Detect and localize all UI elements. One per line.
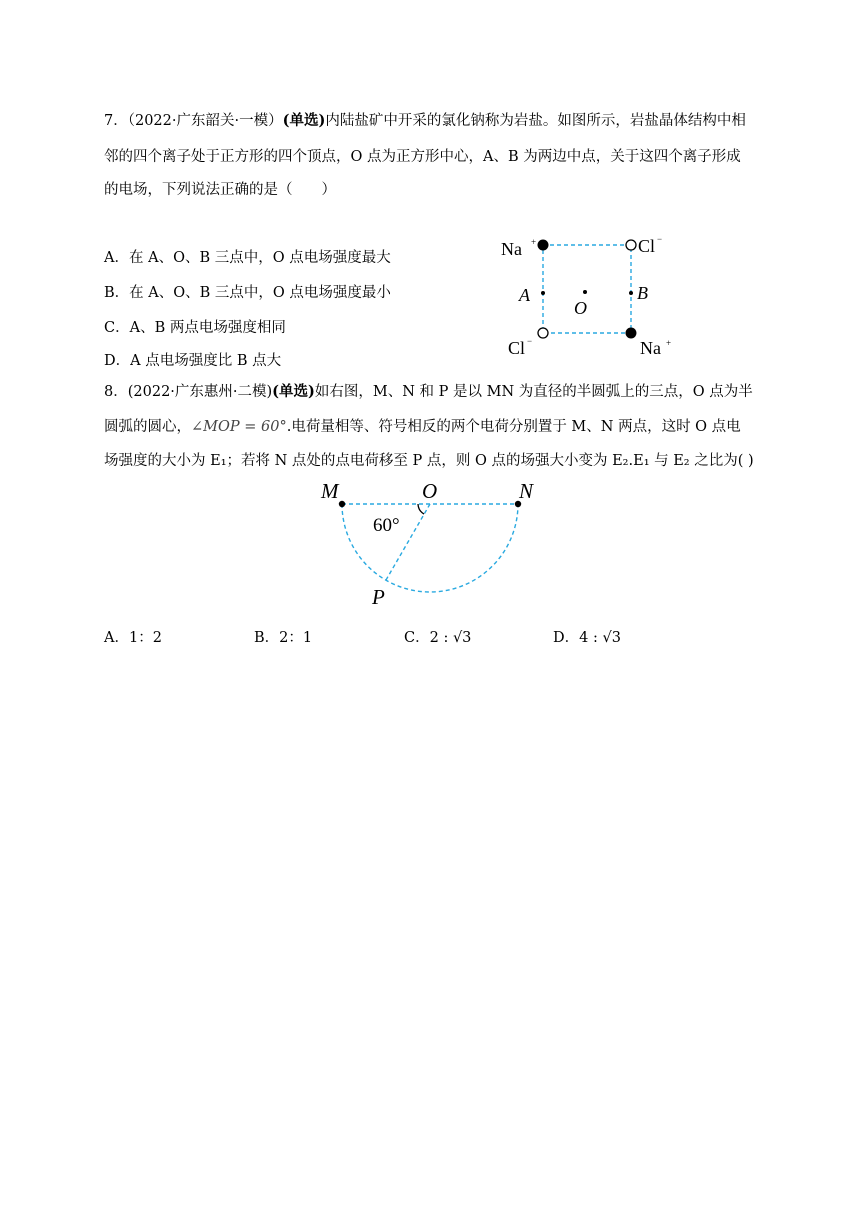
q7-option-a-label: A． — [104, 250, 129, 266]
q7-option-c-text: A、B 两点电场强度相同 — [129, 320, 286, 336]
q7-option-c[interactable] — [104, 316, 286, 337]
semicircle-arc — [342, 504, 518, 592]
label-na-top: Na — [501, 239, 522, 259]
q8-stem-line-1 — [104, 382, 753, 402]
q7-option-b[interactable] — [104, 281, 391, 302]
q8-type-tag: (单选) — [272, 383, 315, 400]
q8-option-b-text: 2：1 — [279, 630, 313, 646]
label-p: P — [372, 585, 385, 609]
q8-option-b[interactable] — [254, 626, 312, 647]
q7-stem-line-2: 邻的四个离子处于正方形的四个顶点，O 点为正方形中心，A、B 为两边中点，关于这四个离子形成 — [104, 149, 741, 165]
q7-option-b-text: 在 A、O、B 三点中，O 点电场强度最小 — [129, 285, 391, 301]
q7-option-a[interactable] — [104, 246, 391, 267]
q7-stem-line-1 — [104, 111, 746, 131]
q7-stem-text-1: 内陆盐矿中开采的氯化钠称为岩盐。如图所示，岩盐晶体结构中相 — [325, 113, 746, 129]
q8-stem-text-2a: 圆弧的圆心， — [104, 419, 191, 435]
label-cl-top-minus: − — [657, 234, 663, 244]
label-na-bottom: Na — [640, 338, 661, 358]
q7-option-a-text: 在 A、O、B 三点中，O 点电场强度最大 — [128, 250, 391, 266]
q8-stem-text-2b: .电荷量相等、符号相反的两个电荷分别置于 M、N 两点，这时 O 点电 — [286, 419, 741, 435]
q7-option-c-label: C． — [104, 320, 130, 336]
q7-type-tag: (单选) — [282, 112, 326, 129]
q8-stem-text-1: 如右图，M、N 和 P 是以 MN 为直径的半圆弧上的三点，O 点为半 — [314, 384, 753, 400]
q7-option-d[interactable] — [104, 349, 281, 370]
q8-option-c[interactable] — [404, 626, 471, 647]
q7-option-d-label: D． — [104, 353, 131, 369]
label-n: N — [519, 479, 534, 503]
q7-nacl-figure — [490, 228, 690, 363]
q8-option-d-text: 4 : √3 — [579, 630, 621, 646]
q8-option-c-label: C． — [404, 630, 430, 646]
q7-number: 7． — [104, 113, 128, 129]
cl-ion-bottom-left — [538, 328, 548, 338]
angle-arc — [418, 504, 424, 514]
q8-angle-expression: ∠MOP = 60° — [191, 419, 287, 435]
point-m-dot — [339, 501, 345, 507]
q8-stem-line-3: 场强度的大小为 E₁；若将 N 点处的点电荷移至 P 点，则 O 点的场强大小变为 E₂.E₁ 与 E₂ 之比为( ) — [104, 453, 754, 469]
point-a-dot — [541, 291, 545, 295]
label-cl-top: Cl — [638, 236, 656, 256]
q7-source: （2022·广东韶关·一模） — [127, 113, 283, 129]
q7-stem-line-3: 的电场，下列说法正确的是（ ） — [104, 182, 336, 198]
q8-option-c-text: 2 : √3 — [429, 630, 472, 646]
q8-option-b-label: B． — [254, 630, 280, 646]
q7-option-b-label: B． — [104, 285, 130, 301]
label-o: O — [422, 479, 438, 503]
label-na-bottom-plus: + — [666, 338, 672, 348]
label-cl-bottom-minus: − — [527, 336, 533, 346]
label-o: O — [574, 298, 587, 318]
q8-option-d-label: D． — [553, 630, 580, 646]
q8-source: (2022·广东惠州·二模) — [127, 384, 273, 400]
q8-option-a-text: 1：2 — [128, 630, 162, 646]
label-b: B — [637, 283, 648, 303]
square-outline — [543, 245, 631, 333]
na-ion-top-left — [538, 240, 549, 251]
label-60-degrees: 60° — [373, 515, 400, 536]
q8-option-d[interactable] — [553, 626, 621, 647]
cl-ion-top-right — [626, 240, 636, 250]
q8-semicircle-figure — [310, 476, 550, 616]
label-cl-bottom: Cl — [508, 338, 526, 358]
q8-number: 8． — [104, 384, 128, 400]
q8-option-a[interactable] — [104, 626, 162, 647]
point-b-dot — [629, 291, 633, 295]
q8-option-a-label: A． — [104, 630, 129, 646]
label-na-top-plus: + — [531, 237, 537, 247]
q8-stem-line-2 — [104, 417, 741, 437]
label-a: A — [519, 285, 530, 305]
point-o-dot — [583, 290, 587, 294]
q7-option-d-text: A 点电场强度比 B 点大 — [130, 353, 282, 369]
label-m: M — [321, 479, 339, 503]
na-ion-bottom-right — [626, 328, 637, 339]
